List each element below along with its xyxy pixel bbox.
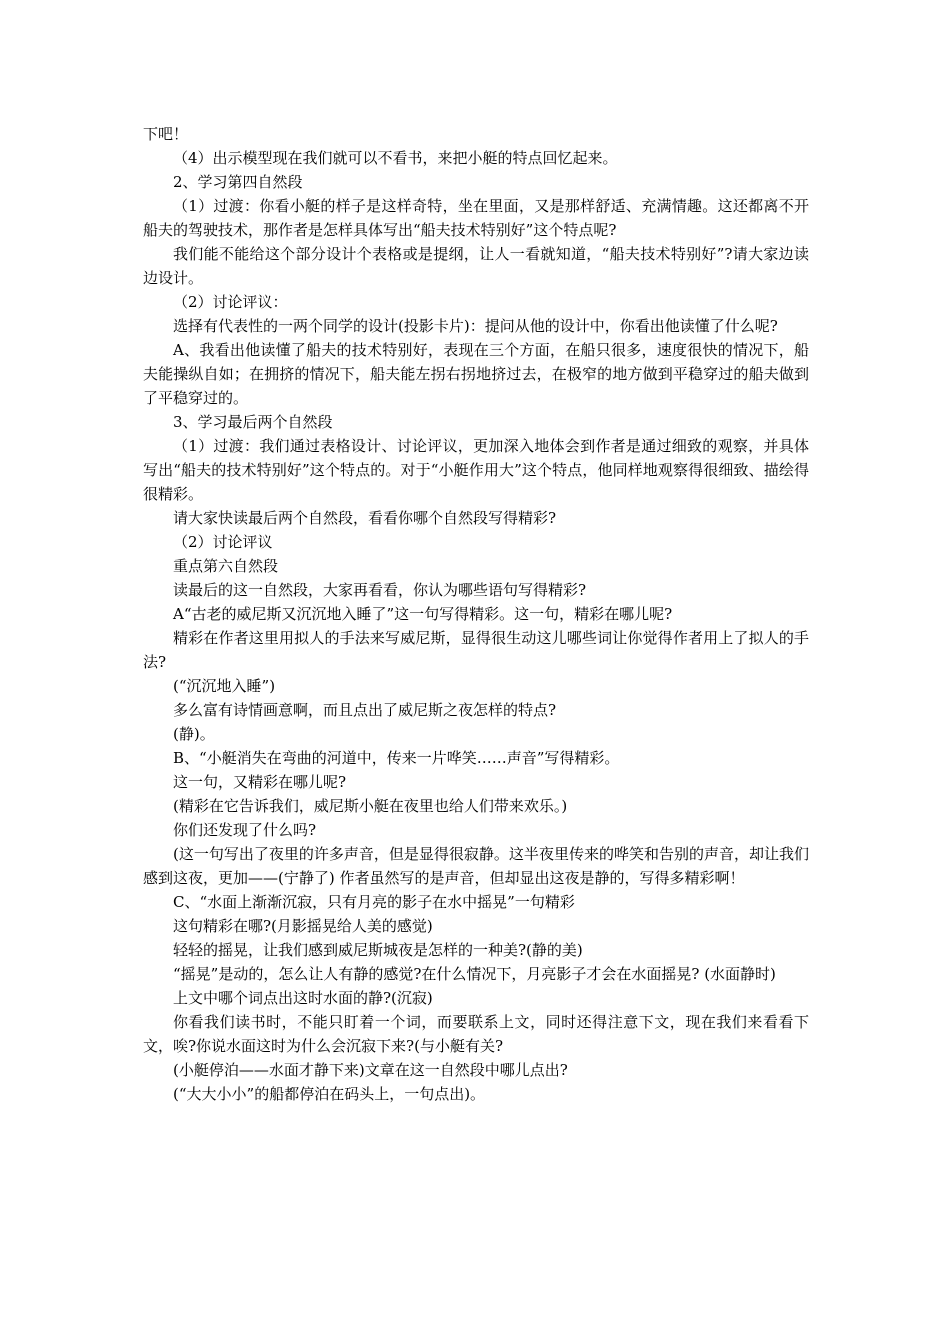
paragraph: 精彩在作者这里用拟人的手法来写威尼斯，显得很生动这儿哪些词让你觉得作者用上了拟人的手法? — [143, 629, 809, 671]
paragraph: (这一句写出了夜里的许多声音，但是显得很寂静。这半夜里传来的哗笑和告别的声音，却让我们感到这夜，更加——(宁静了) 作者虽然写的是声音，但却显出这夜是静的，写得多精彩啊！ — [143, 845, 809, 887]
paragraph: 这句精彩在哪?(月影摇晃给人美的感觉) — [173, 917, 433, 935]
paragraph: “摇晃”是动的，怎么让人有静的感觉?在什么情况下，月亮影子才会在水面摇晃? (水面静时) — [173, 965, 776, 983]
paragraph: 读最后的这一自然段，大家再看看，你认为哪些语句写得精彩? — [173, 581, 587, 599]
paragraph: 这一句，又精彩在哪儿呢? — [173, 773, 347, 791]
paragraph: （1）过渡：你看小艇的样子是这样奇特，坐在里面，又是那样舒适、充满情趣。这还都离不开船夫的驾驶技术，那作者是怎样具体写出“船夫技术特别好”这个特点呢? — [143, 197, 809, 239]
paragraph: A、我看出他读懂了船夫的技术特别好，表现在三个方面，在船只很多，速度很快的情况下，船夫能操纵自如；在拥挤的情况下，船夫能左拐右拐地挤过去，在极窄的地方做到平稳穿过的船夫做到了平稳穿过的。 — [143, 341, 809, 407]
section-heading: 3、学习最后两个自然段 — [173, 413, 333, 431]
paragraph: 轻轻的摇晃，让我们感到威尼斯城夜是怎样的一种美?(静的美) — [173, 941, 583, 959]
paragraph: （4）出示模型现在我们就可以不看书，来把小艇的特点回忆起来。 — [173, 149, 618, 167]
paragraph: 你们还发现了什么吗? — [173, 821, 317, 839]
paragraph: 我们能不能给这个部分设计个表格或是提纲，让人一看就知道，“船夫技术特别好”?请大家边读边设计。 — [143, 245, 809, 287]
paragraph: (小艇停泊——水面才静下来)文章在这一自然段中哪儿点出? — [173, 1061, 568, 1079]
paragraph: 你看我们读书时，不能只盯着一个词，而要联系上文，同时还得注意下文，现在我们来看看下文，唉?你说水面这时为什么会沉寂下来?(与小艇有关? — [143, 1013, 809, 1055]
paragraph: 多么富有诗情画意啊，而且点出了威尼斯之夜怎样的特点? — [173, 701, 557, 719]
section-heading: 2、学习第四自然段 — [173, 173, 303, 191]
paragraph: 上文中哪个词点出这时水面的静?(沉寂) — [173, 989, 433, 1007]
paragraph: (“大大小小”的船都停泊在码头上，一句点出)。 — [173, 1085, 486, 1103]
paragraph: (静)。 — [173, 725, 215, 743]
paragraph: 重点第六自然段 — [173, 557, 279, 575]
paragraph: (精彩在它告诉我们，威尼斯小艇在夜里也给人们带来欢乐。) — [173, 797, 568, 815]
paragraph: B、“小艇消失在弯曲的河道中，传来一片哗笑……声音”写得精彩。 — [173, 749, 620, 767]
paragraph: (“沉沉地入睡”) — [173, 677, 276, 695]
paragraph: C、“水面上渐渐沉寂，只有月亮的影子在水中摇晃”一句精彩 — [173, 893, 575, 911]
paragraph: （2）讨论评议 — [173, 533, 273, 551]
paragraph: （1）过渡：我们通过表格设计、讨论评议，更加深入地体会到作者是通过细致的观察，并具体写出“船夫的技术特别好”这个特点的。对于“小艇作用大”这个特点，他同样地观察得很细致、描绘得很精彩。 — [143, 437, 809, 503]
paragraph: A“古老的威尼斯又沉沉地入睡了”这一句写得精彩。这一句，精彩在哪儿呢? — [173, 605, 673, 623]
paragraph: 选择有代表性的一两个同学的设计(投影卡片)：提问从他的设计中，你看出他读懂了什么呢? — [173, 317, 778, 335]
paragraph: 请大家快读最后两个自然段，看看你哪个自然段写得精彩? — [173, 509, 557, 527]
paragraph: （2）讨论评议： — [173, 293, 288, 311]
document-body — [143, 122, 809, 1106]
paragraph: 下吧！ — [143, 125, 189, 143]
